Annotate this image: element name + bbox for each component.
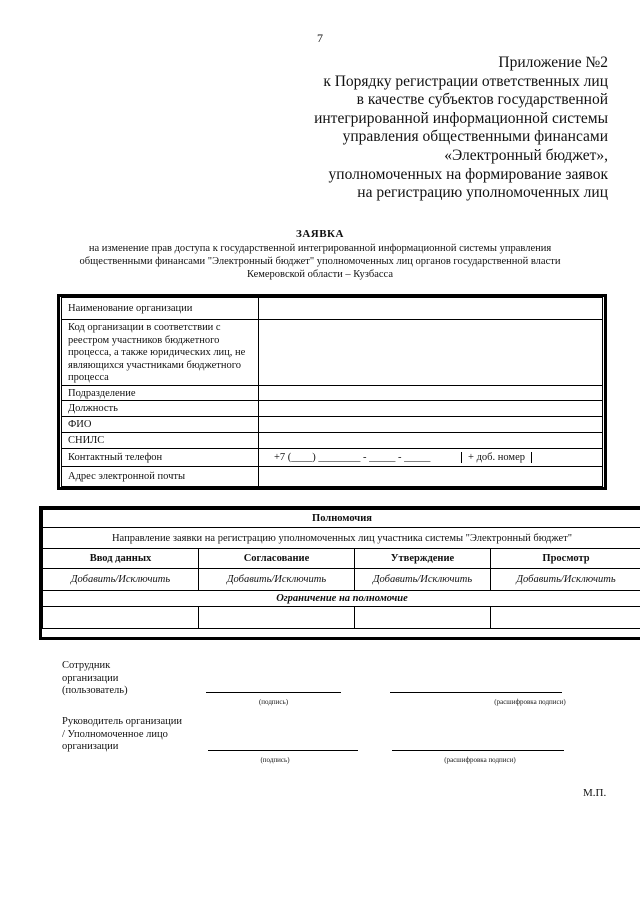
table-row	[43, 591, 640, 607]
appendix-line: к Порядку регистрации ответственных лиц	[323, 72, 608, 90]
appendix-line: на регистрацию уполномоченных лиц	[357, 184, 608, 202]
column-header: Утверждение	[355, 549, 491, 569]
name-caption: (расшифровка подписи)	[494, 698, 566, 706]
appendix-title: Приложение №2	[498, 54, 608, 71]
view-action[interactable]: Добавить/Исключить	[491, 569, 640, 591]
org-info-table	[61, 297, 603, 487]
org-code-label: Код организации в соответствии с реестром участников бюджетного процесса, а также юридических лиц, не являющихся участниками бюджетного процесса	[62, 320, 259, 386]
appendix-line: в качестве субъектов государственной	[356, 91, 608, 109]
table-row	[62, 386, 603, 401]
signature-label-line: организации	[62, 672, 119, 684]
restriction-cell[interactable]	[355, 607, 491, 629]
email-field[interactable]	[259, 467, 603, 487]
restriction-cell[interactable]	[491, 607, 640, 629]
employee-name-line[interactable]	[390, 692, 562, 693]
department-field[interactable]	[259, 386, 603, 401]
table-row	[62, 433, 603, 449]
head-name-line[interactable]	[392, 750, 564, 751]
powers-table	[42, 509, 640, 629]
table-row	[43, 569, 640, 591]
table-row	[43, 510, 640, 528]
table-row	[62, 417, 603, 433]
data-entry-action[interactable]: Добавить/Исключить	[43, 569, 199, 591]
head-signature-line[interactable]	[208, 750, 358, 751]
appendix-line: управления общественными финансами	[342, 128, 608, 146]
signature-label-line: организации	[62, 741, 119, 752]
column-header: Просмотр	[491, 549, 640, 569]
signature-label-line: (пользователь)	[62, 685, 128, 696]
appendix-line: «Электронный бюджет»,	[444, 146, 608, 164]
signature-caption: (подпись)	[258, 698, 289, 706]
request-subtitle-line: на изменение прав доступа к государственной интегрированной информационной системы управления	[88, 243, 552, 254]
org-name-label: Наименование организации	[62, 298, 259, 320]
table-row	[62, 449, 603, 467]
org-code-field[interactable]	[259, 320, 603, 386]
appendix-header	[248, 54, 608, 203]
signature-label-line: Руководитель организации	[62, 716, 182, 727]
phone-cell	[259, 449, 603, 467]
head-signature-label	[62, 716, 182, 754]
snils-field[interactable]	[259, 433, 603, 449]
employee-signature-line[interactable]	[206, 692, 341, 693]
signature-label-line: / Уполномоченное лицо	[62, 728, 168, 740]
name-caption: (расшифровка подписи)	[444, 756, 516, 764]
signature-label-line: Сотрудник	[62, 660, 111, 671]
restriction-header: Ограничение на полномочие	[43, 591, 640, 607]
request-title: ЗАЯВКА	[296, 228, 344, 240]
restriction-cell[interactable]	[43, 607, 199, 629]
stamp-placeholder: М.П.	[583, 787, 607, 799]
department-label: Подразделение	[62, 386, 259, 401]
appendix-line: интегрированной информационной системы	[314, 109, 608, 127]
phone-field[interactable]: +7 (____) ________ - _____ - _____	[274, 452, 431, 463]
table-row	[43, 528, 640, 549]
table-row	[43, 549, 640, 569]
table-row	[62, 298, 603, 320]
phone-label: Контактный телефон	[62, 449, 259, 467]
fio-field[interactable]	[259, 417, 603, 433]
column-header: Согласование	[199, 549, 355, 569]
org-name-field[interactable]	[259, 298, 603, 320]
page-number: 7	[317, 31, 323, 45]
table-row	[62, 467, 603, 487]
appendix-line: уполномоченных на формирование заявок	[328, 165, 608, 183]
position-label: Должность	[62, 401, 259, 417]
ext-label: + доб. номер	[461, 452, 532, 463]
restriction-cell[interactable]	[199, 607, 355, 629]
table-row	[62, 320, 603, 386]
request-subtitle	[40, 242, 600, 281]
powers-title: Полномочия	[43, 510, 640, 528]
table-row	[62, 401, 603, 417]
signature-caption: (подпись)	[260, 756, 290, 764]
column-header: Ввод данных	[43, 549, 199, 569]
request-subtitle-line: общественными финансами "Электронный бюджет" уполномоченных лиц органов государственной власти	[79, 256, 561, 267]
powers-direction: Направление заявки на регистрацию уполномоченных лиц участника системы "Электронный бюджет"	[43, 528, 640, 549]
request-subtitle-line: Кемеровской области – Кузбасса	[246, 269, 393, 280]
table-row	[43, 607, 640, 629]
employee-signature-label	[62, 660, 128, 698]
email-label: Адрес электронной почты	[62, 467, 259, 487]
fio-label: ФИО	[62, 417, 259, 433]
confirmation-action[interactable]: Добавить/Исключить	[355, 569, 491, 591]
approval-action[interactable]: Добавить/Исключить	[199, 569, 355, 591]
snils-label: СНИЛС	[62, 433, 259, 449]
position-field[interactable]	[259, 401, 603, 417]
